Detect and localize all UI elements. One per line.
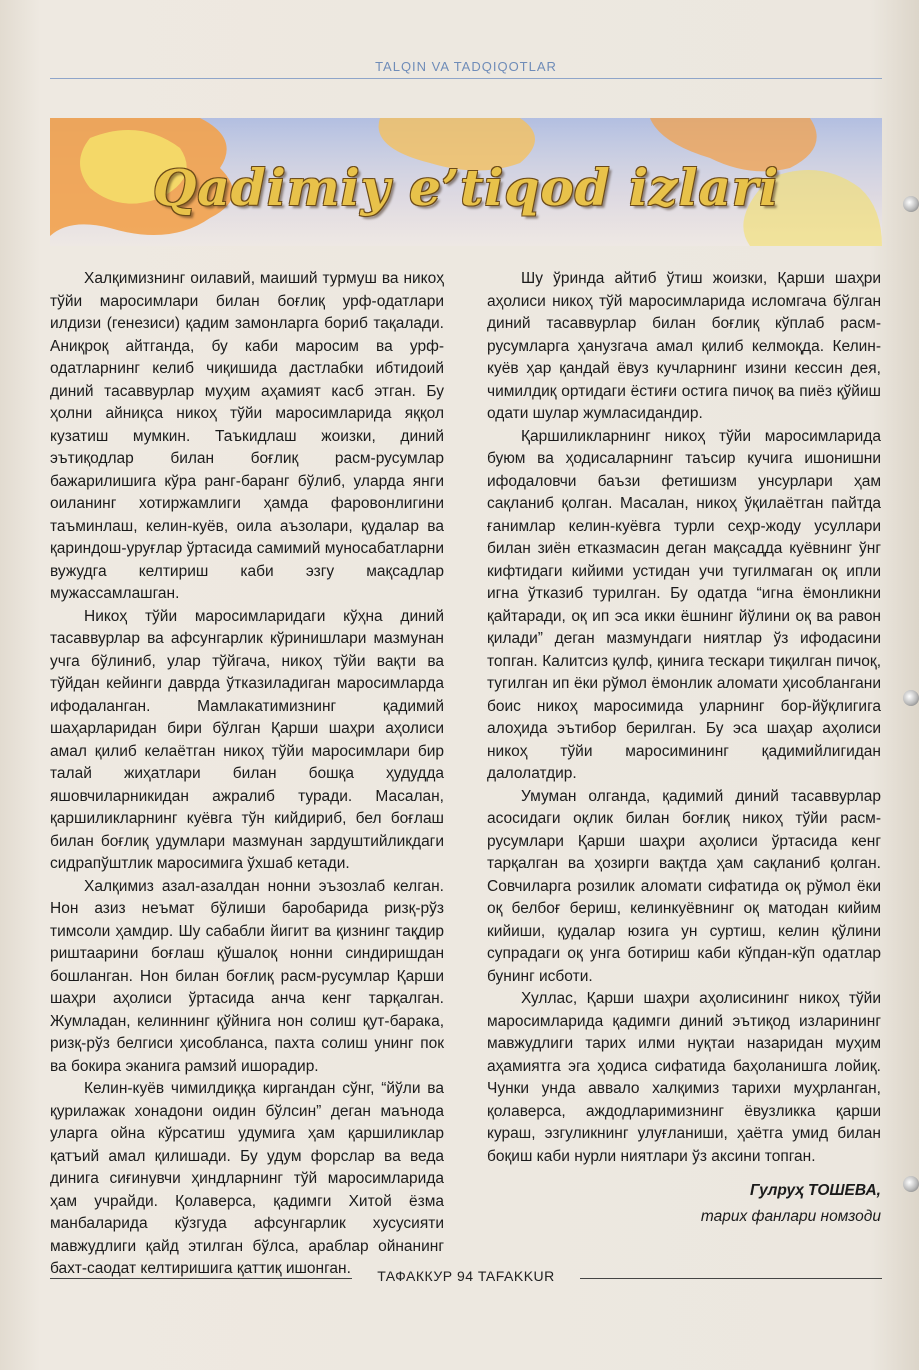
- paragraph: Хуллас, Қарши шаҳри аҳолисининг никоҳ тўйи маросимларида қадимги диний эътиқод изларининг мавжудлиги тарих илми нуқтаи назаридан муҳим аҳамиятга эга ҳодиса сифатида баҳоланишга лойиқ. Чунки унда аввало халқимиз тарихи муҳрланган, қолаверса, аждодларимизнинг ёвузликка қарши кураш, эзгуликнинг улуғланиши, ҳаётга умид билан боқиш каби нурли ниятлари ўз аксини топган.: [487, 990, 881, 1165]
- paragraph: Умуман олганда, қадимий диний тасаввурлар асосидаги оқлик билан боғлиқ никоҳ тўйи расм-русумлари Қарши шаҳри аҳолиси ўртасида кенг тарқалган ва ҳозирги вақтда ҳам сақланиб қолган. Совчиларга розилик аломати сифатида оқ рўмол ёки оқ белбоғ бериш, келинкуёвнинг оқ матодан кийим кийиши, қудалар юзига ун суртиш, келин қўлини супрадаги оқ унга ботириш каби кўпдан-кўп одатлар бунинг исботи.: [487, 787, 881, 985]
- footer-rule-left: [50, 1278, 352, 1279]
- author-name: Гулруҳ ТОШЕВА,: [750, 1182, 881, 1199]
- paragraph: Шу ўринда айтиб ўтиш жоизки, Қарши шаҳри аҳолиси никоҳ тўй маросимларида исломгача бўлган диний тасаввурлар билан боғлиқ кўплаб расм-русумларга ҳанузгача амал қилиб келмоқда. Келин-куёв ҳар қандай ёвуз кучларнинг изини кессин дея, чимилдиқ ортидаги ёстиғи остига пичоқ ва пиёз қўйиш одати шулар жумласидандир.: [487, 270, 881, 422]
- paragraph: Никоҳ тўйи маросимларидаги кўҳна диний тасаввурлар ва афсунгарлик кўринишлари мазмунан учга бўлиниб, улар тўйгача, никоҳ тўйи вақти ва тўйдан кейинги даврда ўтказиладиган маросимларда ифодаланган. Мамлакатимизнинг қадимий шаҳарларидан бири бўлган Қарши шаҳри аҳолиси амал қилиб келаётган никоҳ тўйи маросимлари бир талай жиҳатлари билан бошқа ҳудудда яшовчиларникидан ажралиб туради. Масалан, қаршиликларнинг куёвга тўн кийдириб, бел боғлаш билан боғлиқ удумлари мазмунан зардуштийликдаги сидрапўштлик маросимига ўхшаб кетади.: [50, 607, 444, 872]
- page-footer: [50, 1268, 882, 1288]
- footer-label: ТАФАККУР 94 TAFAKKUR: [377, 1268, 555, 1284]
- header-rule: [50, 78, 882, 79]
- paragraph: Халқимиз азал-азалдан нонни эъзозлаб келган. Нон азиз неъмат бўлиши баробарида ризқ-рўз тимсоли ҳамдир. Шу сабабли йигит ва қизнинг тақдир риштаарини боғлаш қўшалоқ нонни синдиришдан бошланган. Нон билан боғлиқ расм-русумлар Қарши шаҳри аҳолиси ўртасида анча кенг тарқалган. Жумладан, келиннинг қўйнига нон солиш қут-барака, ризқ-рўз белгиси ҳисобланса, пахта солиш унинг пок ва бокира эканига рамзий ишорадир.: [50, 877, 444, 1075]
- binder-hole-icon: [903, 196, 919, 212]
- running-title: TALQIN VA TADQIQOTLAR: [375, 59, 557, 74]
- footer-rule-right: [580, 1278, 882, 1279]
- title-banner: [50, 118, 882, 246]
- binder-hole-icon: [903, 690, 919, 706]
- running-header: [50, 58, 882, 80]
- right-column: [487, 268, 881, 1168]
- author-title: тарих фанлари номзоди: [700, 1208, 881, 1225]
- article-title: Qadimiy e’tiqod izlari: [152, 158, 780, 217]
- paragraph: Келин-куёв чимилдиққа киргандан сўнг, “йўли ва қурилажак хонадони оидин бўлсин” деган маънода уларга ойна кўрсатиш удумига ҳам қаршиликлар қатъий амал қилишади. Бу удум форслар ва веда динига сиғинувчи ҳиндларнинг тўй маросимларида ҳам учрайди. Қолаверса, қадимги Хитой ёзма манбаларида кўзгуда афсунгарлик хусусияти мавжудлиги қайд этилган бўлса, араблар ойнанинг бахт-саодат келтиришига қаттиқ ишонган.: [50, 1080, 444, 1277]
- paragraph: Қаршиликларнинг никоҳ тўйи маросимларида буюм ва ҳодисаларнинг таъсир кучига ишонишни ифодаловчи баъзи фетишизм унсурлари ҳам сақланиб қолган. Масалан, никоҳ ўқилаётган пайтда ғанимлар келин-куёвга турли сеҳр-жоду усуллари билан зиён етказмасин деган мақсадда куёвнинг ўнг кифтидаги кийими устидан учи тугилмаган оқ ипли игна ўтказиб турилган. Бу одатда “игна ёмонликни қайтаради, оқ ип эса икки ёшнинг йўлини оқ ва равон қилади” деган мазмундаги ниятлар ўз ифодасини топган. Калитсиз қулф, қинига тескари тиқилган пичоқ, тугилган ип ёки рўмол ёмонлик аломати ҳисоблангани боис никоҳ маросимида уларнинг бор-йўқлигига алоҳида эътибор берилган. Бу эса шаҳар аҳолиси никоҳ тўйи маросимининг қадимийлигидан далолатдир.: [487, 427, 881, 782]
- left-column: [50, 268, 444, 1281]
- binder-hole-icon: [903, 1176, 919, 1192]
- author-signature: [487, 1178, 881, 1230]
- paragraph: Халқимизнинг оилавий, маиший турмуш ва никоҳ тўйи маросимлари билан боғлиқ урф-одатлари илдизи (генезиси) қадим замонларга бориб тақалади. Аниқроқ айтганда, бу каби маросим ва урф-одатларнинг келиб чиқишида дастлабки ибтидоий диний тасаввурлар муҳим аҳамият касб этган. Бу ҳолни айниқса никоҳ тўйи маросимларида яққол кузатиш мумкин. Таъкидлаш жоизки, диний эътиқодлар билан боғлиқ расм-русумлар бажарилишига кўра ранг-баранг бўлиб, уларда янги оиланинг хотиржамлиги ҳамда фаровонлигини таъминлаш, келин-куёв, оила аъзолари, қудалар ва қариндош-уруғлар ўртасида самимий муносабатларни вужудга келтириш каби эзгу мақсадлар мужассамлашган.: [50, 270, 444, 602]
